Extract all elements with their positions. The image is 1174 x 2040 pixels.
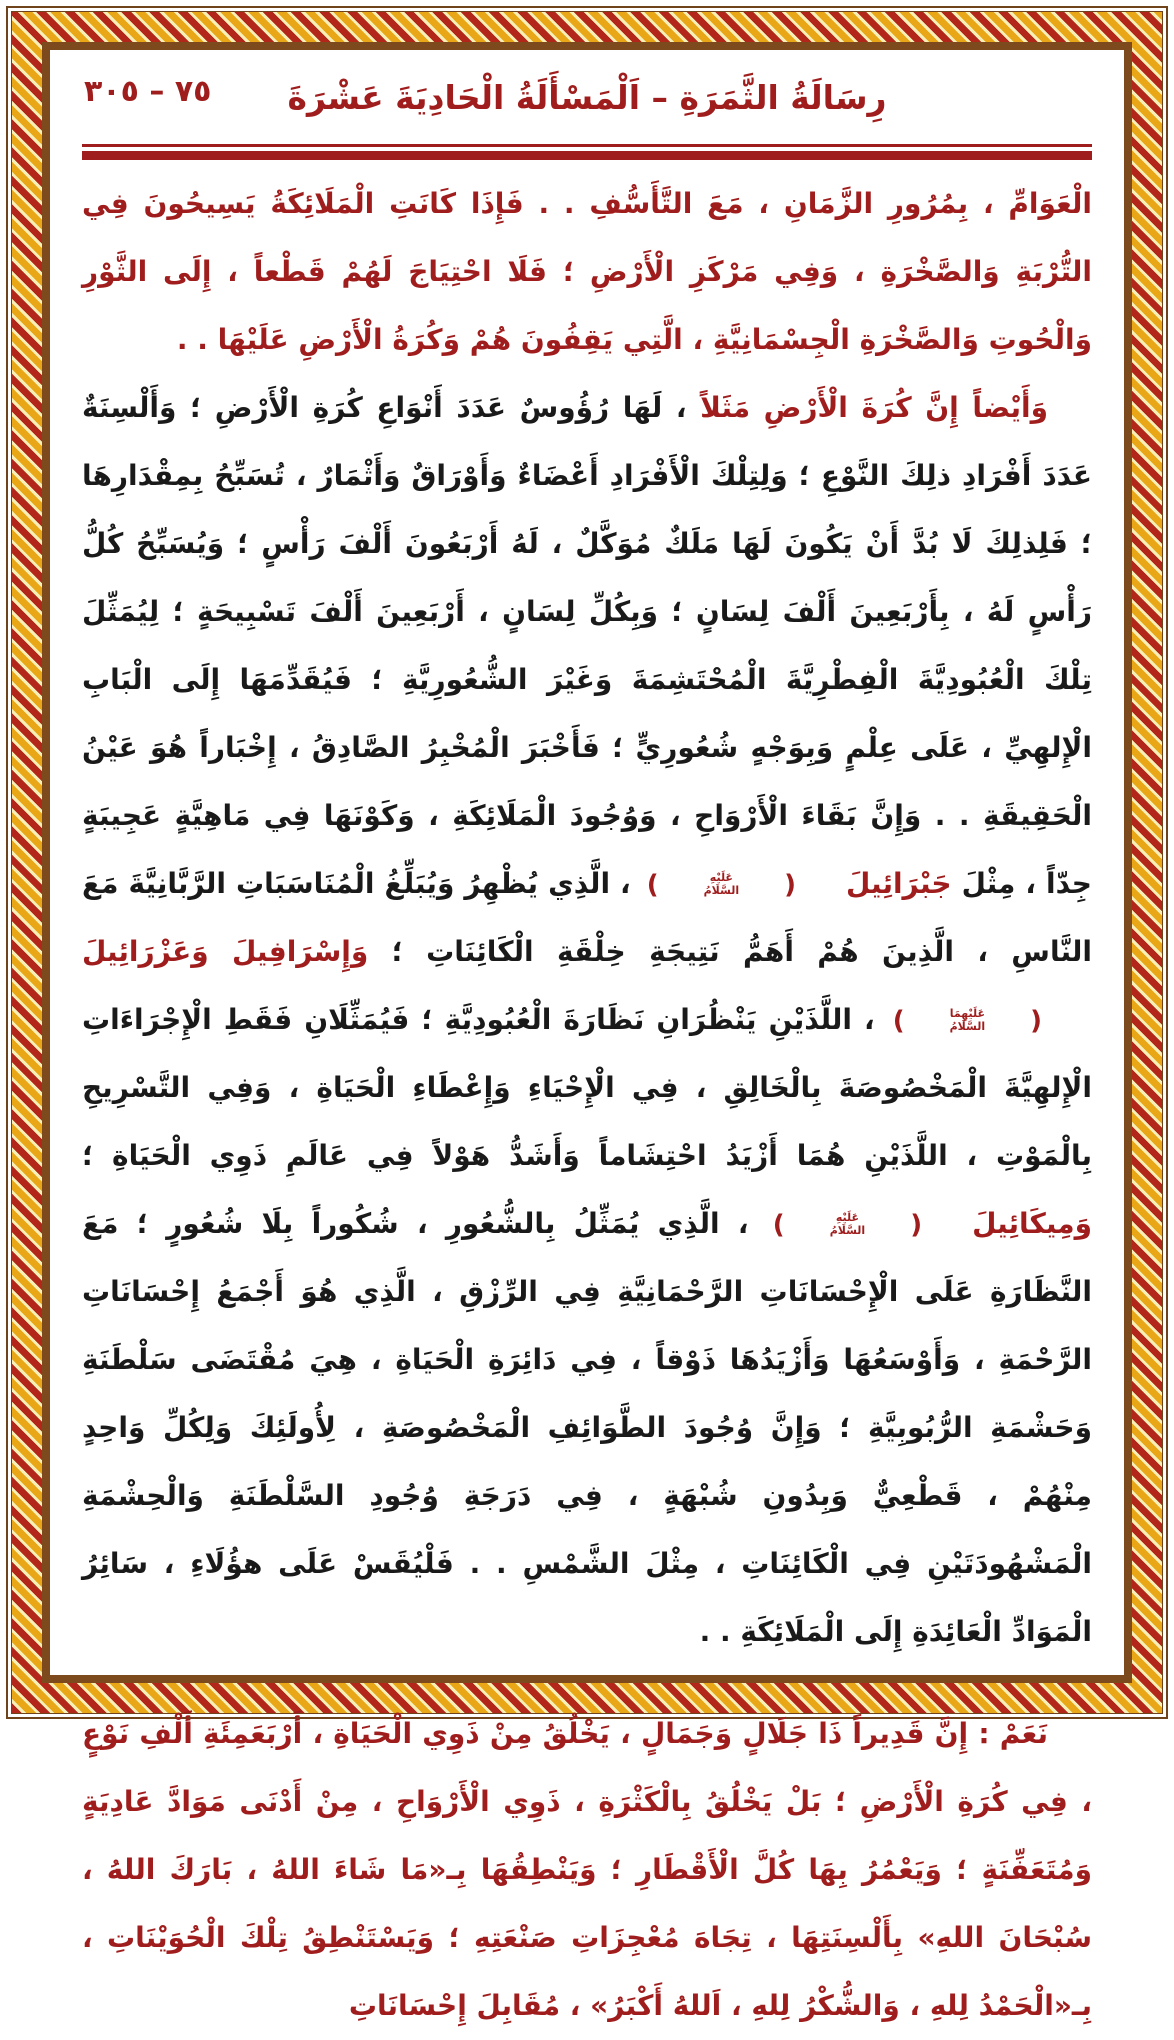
divider-thick-line xyxy=(82,151,1092,160)
header-divider xyxy=(82,144,1092,160)
page-header xyxy=(80,60,1094,134)
text-body xyxy=(80,164,1094,2040)
body-text: ، الَّذِي يُمَثِّلُ بِالشُّعُورِ ، شُكُوراً بِلَا شُعُورٍ ؛ مَعَ النَّظَارَةِ عَلَى الْإِحْسَانَاتِ الرَّحْمَانِيَّةِ فِي الرِّزْقِ ، الَّذِي هُوَ أَجْمَعُ إِحْسَانَاتِ الرَّحْمَةِ ، وَأَوْسَعُهَا وَأَزْيَدُهَا ذَوْقاً ، فِي دَائِرَةِ الْحَيَاةِ ، هِيَ مُقْتَضَى سَلْطَنَةِ وَحَشْمَةِ الرُّبُوبِيَّةِ ؛ وَإِنَّ وُجُودَ الطَّوَائِفِ الْمَخْصُوصَةِ ، لِأُولَئِكَ وَلِكُلِّ وَاحِدٍ مِنْهُمْ ، قَطْعِيٌّ وَبِدُونِ شُبْهَةٍ ، فِي دَرَجَةِ وُجُودِ السَّلْطَنَةِ وَالْحِشْمَةِ الْمَشْهُودَتَيْنِ فِي الْكَائِنَاتِ ، مِثْلَ الشَّمْسِ . . فَلْيُقَسْ عَلَى هؤُلَاءِ ، سَائِرُ الْمَوَادِّ الْعَائِدَةِ إِلَى الْمَلَائِكَةِ . . xyxy=(82,1207,1092,1648)
paragraph xyxy=(82,374,1092,1666)
paragraph xyxy=(82,170,1092,374)
honorific-seal: ( عَلَيْهِ السَّلَامُ ) xyxy=(646,870,797,900)
ornamental-border xyxy=(11,11,1163,2022)
highlighted-text: وَأَيْضاً إِنَّ كُرَةَ الْأَرْضِ مَثَلاً xyxy=(700,391,1048,424)
highlighted-text: نَعَمْ : إِنَّ قَدِيراً ذَا جَلَالٍ وَجَمَالٍ ، يَخْلُقُ مِنْ ذَوِي الْحَيَاةِ ، أَرْبَعَمِئَةِ أَلْفِ نَوْعٍ ، فِي كُرَةِ الْأَرْضِ ؛ بَلْ يَخْلُقُ بِالْكَثْرَةِ ، ذَوِي الْأَرْوَاحِ ، مِنْ أَدْنَى مَوَادَّ عَادِيَةٍ وَمُتَعَفِّنَةٍ ؛ وَيَعْمُرُ بِهَا كُلَّ الْأَقْطَارِ ؛ وَيَنْطِقُهَا بِـ«مَا شَاءَ اللهُ ، بَارَكَ اللهُ ، سُبْحَانَ اللهِ» بِأَلْسِنَتِهَا ، تِجَاهَ مُعْجِزَاتِ صَنْعَتِهِ ؛ وَيَسْتَنْطِقُ تِلْكَ الْحُوَيْنَاتِ ، بِـ«الْحَمْدُ لِلهِ ، وَالشُّكْرُ لِلهِ ، اَللهُ أَكْبَرُ» ، مُقَابِلَ إِحْسَانَاتِ xyxy=(82,1717,1092,2022)
page-title: رِسَالَةُ الثَّمَرَةِ – اَلْمَسْأَلَةُ الْحَادِيَةَ عَشْرَةَ xyxy=(287,77,887,117)
honorific-seal: ( عَلَيْهِمَا السَّلَامُ ) xyxy=(892,1006,1042,1036)
highlighted-text: جَبْرَائِيلَ xyxy=(846,867,952,900)
divider-thin-line xyxy=(82,144,1092,147)
paragraph xyxy=(82,1700,1092,2040)
content-area xyxy=(42,42,1132,2022)
highlighted-text: وَإِسْرَافِيلَ وَعَزْرَائِيلَ xyxy=(82,935,369,968)
body-text: ، لَهَا رُؤُوسٌ عَدَدَ أَنْوَاعِ كُرَةِ الْأَرْضِ ؛ وَأَلْسِنَةٌ عَدَدَ أَفْرَادِ ذلِكَ النَّوْعِ ؛ وَلِتِلْكَ الْأَفْرَادِ أَعْضَاءٌ وَأَوْرَاقٌ وَأَثْمَارٌ ، تُسَبِّحُ بِمِقْدَارِهَا ؛ فَلِذلِكَ لَا بُدَّ أَنْ يَكُونَ لَهَا مَلَكٌ مُوَكَّلٌ ، لَهُ أَرْبَعُونَ أَلْفَ رَأْسٍ ؛ وَيُسَبِّحُ كُلُّ رَأْسٍ لَهُ ، بِأَرْبَعِينَ أَلْفَ لِسَانٍ ؛ وَبِكُلِّ لِسَانٍ ، أَرْبَعِينَ أَلْفَ تَسْبِيحَةٍ ؛ لِيُمَثِّلَ تِلْكَ الْعُبُودِيَّةَ الْفِطْرِيَّةَ الْمُحْتَشِمَةَ وَغَيْرَ الشُّعُورِيَّةِ ؛ فَيُقَدِّمَهَا إِلَى الْبَابِ الْإِلهِيِّ ، عَلَى عِلْمٍ وَبِوَجْهٍ شُعُورِيٍّ ؛ فَأَخْبَرَ الْمُخْبِرُ الصَّادِقُ ، إِخْبَاراً هُوَ عَيْنُ الْحَقِيقَةِ . . وَإِنَّ بَقَاءَ الْأَرْوَاحِ ، وَوُجُودَ الْمَلَائِكَةِ ، وَكَوْنَهَا فِي مَاهِيَّةٍ عَجِيبَةٍ جِدّاً ، مِثْلَ xyxy=(82,391,1092,900)
page-number: ٧٥ – ٣٠٥ xyxy=(84,74,212,109)
highlighted-text: الْعَوَامِّ ، بِمُرُورِ الزَّمَانِ ، مَعَ التَّأَسُّفِ . . فَإِذَا كَانَتِ الْمَلَائِكَةُ يَسِيحُونَ فِي التُّرْبَةِ وَالصَّخْرَةِ ، وَفِي مَرْكَزِ الْأَرْضِ ؛ فَلَا احْتِيَاجَ لَهُمْ قَطْعاً ، إِلَى الثَّوْرِ وَالْحُوتِ وَالصَّخْرَةِ الْجِسْمَانِيَّةِ ، الَّتِي يَقِفُونَ هُمْ وَكُرَةُ الْأَرْضِ عَلَيْهَا . . xyxy=(82,187,1092,356)
honorific-seal: ( عَلَيْهِ السَّلَامُ ) xyxy=(772,1210,923,1240)
body-text: ، اللَّذَيْنِ يَنْظُرَانِ نَظَارَةَ الْعُبُودِيَّةِ ؛ فَيُمَثِّلَانِ فَقَطِ الْإِجْرَاءَاتِ الْإِلهِيَّةَ الْمَخْصُوصَةَ بِالْخَالِقِ ، فِي الْإِحْيَاءِ وَإِعْطَاءِ الْحَيَاةِ ، وَفِي التَّسْرِيحِ بِالْمَوْتِ ، اللَّذَيْنِ هُمَا أَزْيَدُ احْتِشَاماً وَأَشَدُّ هَوْلاً فِي عَالَمِ ذَوِي الْحَيَاةِ ؛ xyxy=(82,1003,1092,1172)
outer-frame-line xyxy=(6,6,1168,2022)
highlighted-text: وَمِيكَائِيلَ xyxy=(972,1207,1092,1240)
body-text: ، الَّذِي يُظْهِرُ وَيُبَلِّغُ الْمُنَاسَبَاتِ الرَّبَّانِيَّةَ مَعَ النَّاسِ ، الَّذِينَ هُمْ أَهَمُّ نَتِيجَةِ خِلْقَةِ الْكَائِنَاتِ ؛ xyxy=(82,867,1092,968)
